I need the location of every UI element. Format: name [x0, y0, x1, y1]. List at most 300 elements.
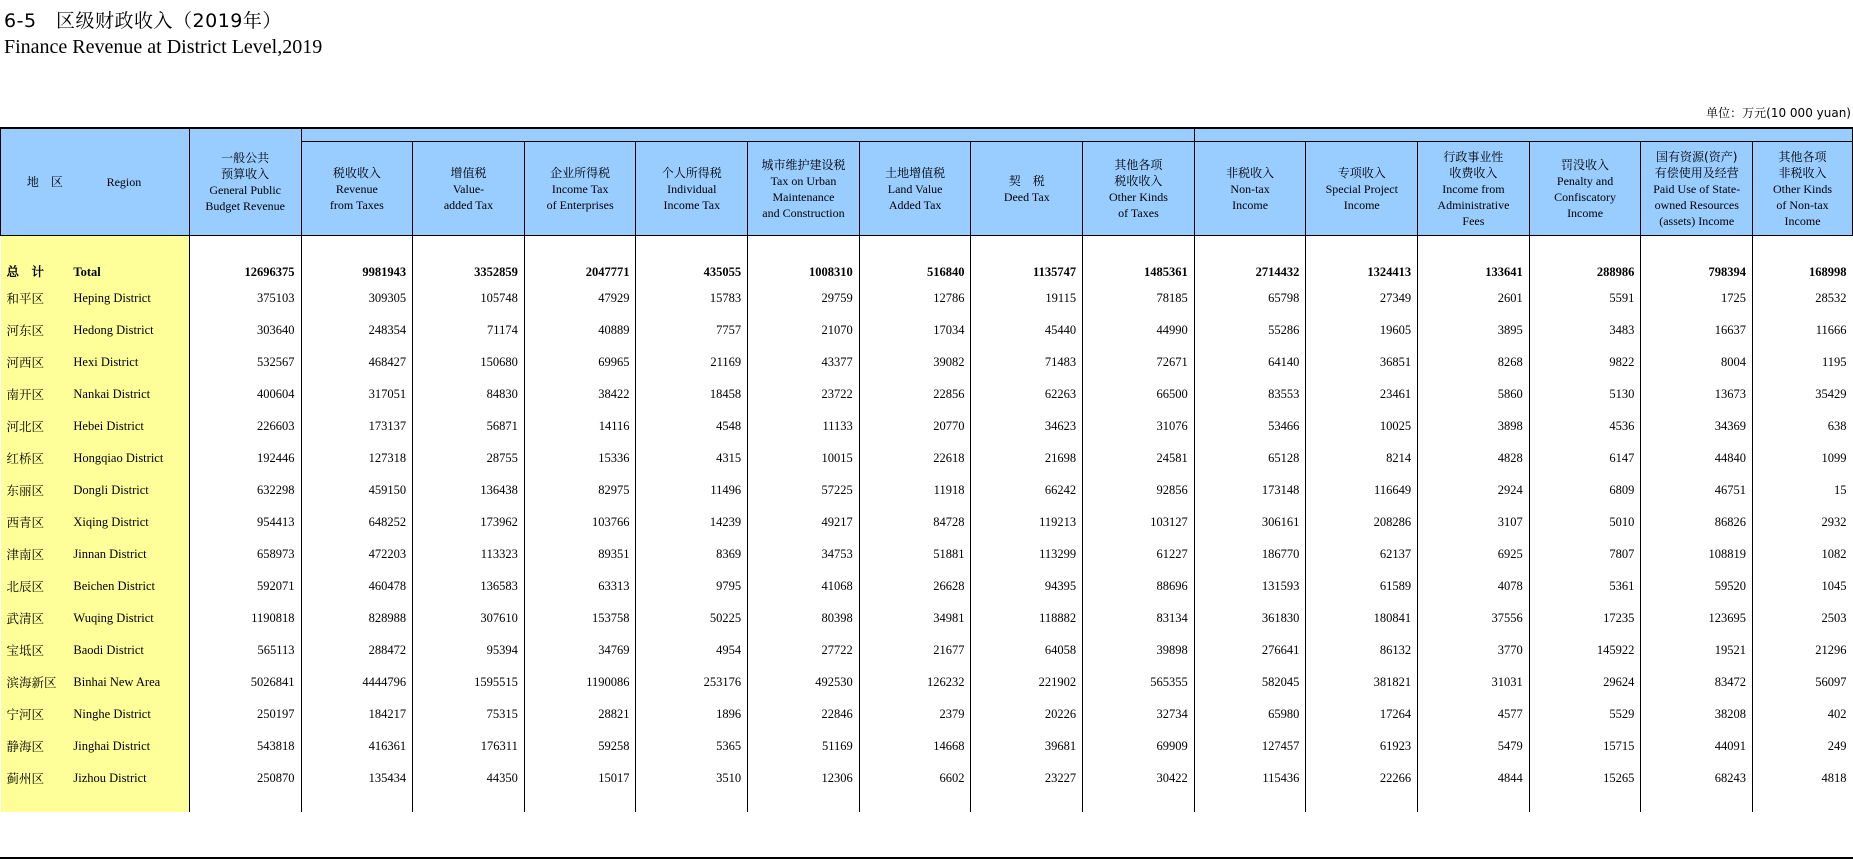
value-cell: 5365 — [636, 730, 748, 762]
value-cell: 460478 — [301, 570, 413, 602]
region-name-cn: 宁河区 — [1, 698, 70, 730]
value-cell: 5479 — [1418, 730, 1530, 762]
col-header-5 — [748, 142, 860, 236]
value-cell: 75315 — [413, 698, 525, 730]
value-cell: 8268 — [1418, 346, 1530, 378]
value-cell: 131593 — [1194, 570, 1306, 602]
value-cell: 65798 — [1194, 282, 1306, 314]
table-spacer-row — [1, 794, 1853, 812]
value-cell: 250197 — [189, 698, 301, 730]
value-cell: 84728 — [859, 506, 971, 538]
value-cell: 12306 — [748, 762, 860, 794]
value-cell: 1190086 — [524, 666, 636, 698]
total-row — [1, 236, 1853, 283]
region-name-cn: 蓟州区 — [1, 762, 70, 794]
value-cell: 11496 — [636, 474, 748, 506]
table-row — [1, 282, 1853, 314]
value-cell: 41068 — [748, 570, 860, 602]
col-header-6 — [859, 142, 971, 236]
value-cell: 4844 — [1418, 762, 1530, 794]
value-cell: 20226 — [971, 698, 1083, 730]
value-cell: 4548 — [636, 410, 748, 442]
value-cell: 15 — [1834, 482, 1847, 497]
value-cell: 135434 — [301, 762, 413, 794]
value-cell: 6809 — [1529, 474, 1641, 506]
value-cell: 35429 — [1815, 386, 1847, 401]
value-cell: 3483 — [1529, 314, 1641, 346]
value-cell: 29759 — [748, 282, 860, 314]
value-cell: 23461 — [1306, 378, 1418, 410]
value-cell: 192446 — [189, 442, 301, 474]
value-cell: 2932 — [1821, 514, 1847, 529]
value-cell: 83134 — [1083, 602, 1195, 634]
table-row — [1, 602, 1853, 634]
col-header-14-en: Other Kinds of Non-tax Income — [1773, 181, 1833, 228]
table-row — [1, 698, 1853, 730]
region-name-cn: 和平区 — [1, 282, 70, 314]
value-cell: 21698 — [971, 442, 1083, 474]
value-cell: 46751 — [1641, 474, 1753, 506]
region-name-en: Jizhou District — [69, 762, 189, 794]
region-name-cn: 西青区 — [1, 506, 70, 538]
value-cell: 253176 — [636, 666, 748, 698]
value-cell: 127318 — [301, 442, 413, 474]
value-cell: 2379 — [859, 698, 971, 730]
value-cell: 44840 — [1641, 442, 1753, 474]
region-name-cn: 静海区 — [1, 730, 70, 762]
value-cell: 5130 — [1529, 378, 1641, 410]
region-header — [1, 128, 190, 236]
value-cell: 69909 — [1083, 730, 1195, 762]
col-header-10 — [1306, 142, 1418, 236]
value-cell: 249 — [1827, 738, 1847, 753]
value-cell: 4444796 — [301, 666, 413, 698]
region-name-en: Wuqing District — [69, 602, 189, 634]
value-cell: 4536 — [1529, 410, 1641, 442]
value-cell: 208286 — [1306, 506, 1418, 538]
value-cell: 648252 — [301, 506, 413, 538]
value-cell: 4577 — [1418, 698, 1530, 730]
region-name-en: Beichen District — [69, 570, 189, 602]
value-cell: 565113 — [189, 634, 301, 666]
value-cell: 15783 — [636, 282, 748, 314]
value-cell: 168998 — [1809, 265, 1847, 279]
region-name-en: Binhai New Area — [69, 666, 189, 698]
region-name-en: Ninghe District — [69, 698, 189, 730]
value-cell: 103766 — [524, 506, 636, 538]
value-cell: 22266 — [1306, 762, 1418, 794]
value-cell: 62263 — [971, 378, 1083, 410]
col-header-7 — [971, 142, 1083, 236]
col-header-14 — [1753, 142, 1853, 236]
value-cell: 59258 — [524, 730, 636, 762]
value-cell: 62137 — [1306, 538, 1418, 570]
value-cell: 5591 — [1529, 282, 1641, 314]
value-cell: 1008310 — [748, 236, 860, 283]
region-name-en: Hexi District — [69, 346, 189, 378]
value-cell: 1190818 — [189, 602, 301, 634]
value-cell: 472203 — [301, 538, 413, 570]
value-cell: 31031 — [1418, 666, 1530, 698]
value-cell: 468427 — [301, 346, 413, 378]
region-name-en: Dongli District — [69, 474, 189, 506]
value-cell: 492530 — [748, 666, 860, 698]
value-cell: 10015 — [748, 442, 860, 474]
value-cell: 459150 — [301, 474, 413, 506]
value-cell: 11133 — [748, 410, 860, 442]
value-cell: 309305 — [301, 282, 413, 314]
value-cell: 83553 — [1194, 378, 1306, 410]
value-cell: 123695 — [1641, 602, 1753, 634]
value-cell: 1082 — [1821, 546, 1847, 561]
col-header-14-cn: 其他各项 非税收入 — [1778, 149, 1827, 180]
value-cell: 61923 — [1306, 730, 1418, 762]
value-cell: 39898 — [1083, 634, 1195, 666]
region-name-cn: 红桥区 — [1, 442, 70, 474]
value-cell: 15715 — [1529, 730, 1641, 762]
value-cell: 11666 — [1815, 322, 1847, 337]
region-name-en: Jinghai District — [69, 730, 189, 762]
value-cell: 250870 — [189, 762, 301, 794]
col-header-11 — [1418, 142, 1530, 236]
value-cell: 36851 — [1306, 346, 1418, 378]
value-cell: 221902 — [971, 666, 1083, 698]
value-cell: 317051 — [301, 378, 413, 410]
value-cell: 19115 — [971, 282, 1083, 314]
col-header-2-en: Value- added Tax — [443, 181, 494, 212]
value-cell: 1135747 — [971, 236, 1083, 283]
value-cell: 66242 — [971, 474, 1083, 506]
value-cell: 22856 — [859, 378, 971, 410]
value-cell: 954413 — [189, 506, 301, 538]
value-cell: 64058 — [971, 634, 1083, 666]
value-cell: 288986 — [1529, 236, 1641, 283]
region-name-cn: 滨海新区 — [1, 666, 70, 698]
value-cell: 34769 — [524, 634, 636, 666]
value-cell: 55286 — [1194, 314, 1306, 346]
value-cell: 543818 — [189, 730, 301, 762]
col-header-13-en: Paid Use of State- owned Resources (assets) Income — [1653, 181, 1741, 228]
value-cell: 43377 — [748, 346, 860, 378]
col-header-7-en: Deed Tax — [1003, 189, 1050, 204]
value-cell: 276641 — [1194, 634, 1306, 666]
value-cell: 21677 — [859, 634, 971, 666]
value-cell: 84830 — [413, 378, 525, 410]
value-cell: 38422 — [524, 378, 636, 410]
region-name-en: Xiqing District — [69, 506, 189, 538]
value-cell: 113323 — [413, 538, 525, 570]
value-cell: 40889 — [524, 314, 636, 346]
region-name-cn: 东丽区 — [1, 474, 70, 506]
value-cell: 92856 — [1083, 474, 1195, 506]
value-cell: 56871 — [413, 410, 525, 442]
value-cell: 4078 — [1418, 570, 1530, 602]
col-header-11-en: Income from Administrative Fees — [1437, 181, 1510, 228]
value-cell: 34623 — [971, 410, 1083, 442]
region-name-en: Hongqiao District — [69, 442, 189, 474]
table-row — [1, 538, 1853, 570]
table-row — [1, 506, 1853, 538]
value-cell: 126232 — [859, 666, 971, 698]
region-name-cn: 河北区 — [1, 410, 70, 442]
region-name-cn: 北辰区 — [1, 570, 70, 602]
value-cell: 57225 — [748, 474, 860, 506]
value-cell: 150680 — [413, 346, 525, 378]
value-cell: 2503 — [1821, 610, 1847, 625]
value-cell: 2601 — [1418, 282, 1530, 314]
value-cell: 56097 — [1815, 674, 1847, 689]
value-cell: 17235 — [1529, 602, 1641, 634]
value-cell: 27722 — [748, 634, 860, 666]
value-cell: 7757 — [636, 314, 748, 346]
tax-group-header — [301, 128, 1194, 142]
value-cell: 31076 — [1083, 410, 1195, 442]
table-row — [1, 474, 1853, 506]
value-cell: 5860 — [1418, 378, 1530, 410]
region-name-cn: 南开区 — [1, 378, 70, 410]
value-cell: 1324413 — [1306, 236, 1418, 283]
value-cell: 6602 — [859, 762, 971, 794]
region-name-en: Total — [69, 236, 189, 283]
value-cell: 17034 — [859, 314, 971, 346]
value-cell: 32734 — [1083, 698, 1195, 730]
value-cell: 798394 — [1641, 236, 1753, 283]
table-row — [1, 410, 1853, 442]
value-cell: 14668 — [859, 730, 971, 762]
region-name-cn: 宝坻区 — [1, 634, 70, 666]
value-cell: 133641 — [1418, 236, 1530, 283]
value-cell: 14116 — [524, 410, 636, 442]
col-header-4-en: Individual Income Tax — [663, 181, 721, 212]
value-cell: 3770 — [1418, 634, 1530, 666]
value-cell: 10025 — [1306, 410, 1418, 442]
table-row — [1, 346, 1853, 378]
value-cell: 59520 — [1641, 570, 1753, 602]
value-cell: 21296 — [1815, 642, 1847, 657]
value-cell: 53466 — [1194, 410, 1306, 442]
value-cell: 16637 — [1641, 314, 1753, 346]
value-cell: 27349 — [1306, 282, 1418, 314]
value-cell: 632298 — [189, 474, 301, 506]
col-header-9 — [1194, 142, 1306, 236]
value-cell: 226603 — [189, 410, 301, 442]
value-cell: 1485361 — [1083, 236, 1195, 283]
value-cell: 34753 — [748, 538, 860, 570]
value-cell: 19521 — [1641, 634, 1753, 666]
value-cell: 38208 — [1641, 698, 1753, 730]
col-header-5-cn: 城市维护建设税 — [761, 157, 846, 172]
value-cell: 113299 — [971, 538, 1083, 570]
value-cell: 115436 — [1194, 762, 1306, 794]
col-header-12-en: Penalty and Confiscatory Income — [1554, 173, 1617, 220]
value-cell: 94395 — [971, 570, 1083, 602]
value-cell: 88696 — [1083, 570, 1195, 602]
value-cell: 11918 — [859, 474, 971, 506]
value-cell: 303640 — [189, 314, 301, 346]
value-cell: 83472 — [1641, 666, 1753, 698]
value-cell: 2714432 — [1194, 236, 1306, 283]
value-cell: 116649 — [1306, 474, 1418, 506]
value-cell: 1045 — [1821, 578, 1847, 593]
value-cell: 400604 — [189, 378, 301, 410]
col-header-1 — [301, 142, 413, 236]
value-cell: 95394 — [413, 634, 525, 666]
value-cell: 86826 — [1641, 506, 1753, 538]
value-cell: 29624 — [1529, 666, 1641, 698]
value-cell: 78185 — [1083, 282, 1195, 314]
value-cell: 5010 — [1529, 506, 1641, 538]
value-cell: 86132 — [1306, 634, 1418, 666]
col-header-2-cn: 增值税 — [450, 165, 487, 180]
col-header-7-cn: 契 税 — [1008, 173, 1045, 188]
value-cell: 186770 — [1194, 538, 1306, 570]
value-cell: 153758 — [524, 602, 636, 634]
col-header-8 — [1083, 142, 1195, 236]
value-cell: 68243 — [1641, 762, 1753, 794]
value-cell: 26628 — [859, 570, 971, 602]
value-cell: 47929 — [524, 282, 636, 314]
table-row — [1, 666, 1853, 698]
value-cell: 145922 — [1529, 634, 1641, 666]
value-cell: 30422 — [1083, 762, 1195, 794]
value-cell: 4818 — [1821, 770, 1847, 785]
region-name-en: Hedong District — [69, 314, 189, 346]
value-cell: 61589 — [1306, 570, 1418, 602]
value-cell: 3898 — [1418, 410, 1530, 442]
value-cell: 381821 — [1306, 666, 1418, 698]
value-cell: 1099 — [1821, 450, 1847, 465]
value-cell: 51169 — [748, 730, 860, 762]
col-header-4-cn: 个人所得税 — [661, 165, 722, 180]
col-header-2 — [413, 142, 525, 236]
value-cell: 1725 — [1641, 282, 1753, 314]
value-cell: 23722 — [748, 378, 860, 410]
value-cell: 15265 — [1529, 762, 1641, 794]
unit-label: 单位：万元(10 000 yuan) — [1706, 106, 1851, 120]
col-header-3-en: Income Tax of Enterprises — [546, 181, 614, 212]
col-header-10-cn: 专项收入 — [1337, 165, 1386, 180]
value-cell: 5361 — [1529, 570, 1641, 602]
value-cell: 15336 — [524, 442, 636, 474]
value-cell: 44990 — [1083, 314, 1195, 346]
value-cell: 18458 — [636, 378, 748, 410]
col-general-budget-en: General Public Budget Revenue — [205, 183, 286, 213]
value-cell: 64140 — [1194, 346, 1306, 378]
value-cell: 375103 — [189, 282, 301, 314]
value-cell: 402 — [1827, 706, 1847, 721]
value-cell: 6147 — [1529, 442, 1641, 474]
value-cell: 592071 — [189, 570, 301, 602]
value-cell: 565355 — [1083, 666, 1195, 698]
value-cell: 1595515 — [413, 666, 525, 698]
region-name-en: Nankai District — [69, 378, 189, 410]
revenue-table — [0, 127, 1853, 812]
value-cell: 173962 — [413, 506, 525, 538]
region-header-en: Region — [106, 175, 142, 189]
value-cell: 28821 — [524, 698, 636, 730]
value-cell: 82975 — [524, 474, 636, 506]
value-cell: 248354 — [301, 314, 413, 346]
value-cell: 49217 — [748, 506, 860, 538]
table-row — [1, 762, 1853, 794]
value-cell: 45440 — [971, 314, 1083, 346]
table-row — [1, 730, 1853, 762]
value-cell: 127457 — [1194, 730, 1306, 762]
col-header-10-en: Special Project Income — [1325, 181, 1398, 212]
region-name-en: Heping District — [69, 282, 189, 314]
region-name-en: Hebei District — [69, 410, 189, 442]
value-cell: 15017 — [524, 762, 636, 794]
value-cell: 103127 — [1083, 506, 1195, 538]
value-cell: 34981 — [859, 602, 971, 634]
col-header-12 — [1529, 142, 1641, 236]
col-header-6-en: Land Value Added Tax — [887, 181, 943, 212]
value-cell: 173148 — [1194, 474, 1306, 506]
region-name-en: Baodi District — [69, 634, 189, 666]
region-name-cn: 河东区 — [1, 314, 70, 346]
value-cell: 37556 — [1418, 602, 1530, 634]
value-cell: 9822 — [1529, 346, 1641, 378]
value-cell: 24581 — [1083, 442, 1195, 474]
value-cell: 1195 — [1821, 354, 1847, 369]
value-cell: 3352859 — [413, 236, 525, 283]
col-header-12-cn: 罚没收入 — [1561, 157, 1610, 172]
value-cell: 65980 — [1194, 698, 1306, 730]
value-cell: 71174 — [413, 314, 525, 346]
value-cell: 21169 — [636, 346, 748, 378]
value-cell: 69965 — [524, 346, 636, 378]
value-cell: 361830 — [1194, 602, 1306, 634]
value-cell: 638 — [1827, 418, 1847, 433]
value-cell: 435055 — [636, 236, 748, 283]
nontax-group-header — [1194, 128, 1852, 142]
region-header-cn: 地 区 — [26, 175, 63, 189]
value-cell: 80398 — [748, 602, 860, 634]
value-cell: 173137 — [301, 410, 413, 442]
value-cell: 72671 — [1083, 346, 1195, 378]
value-cell: 22846 — [748, 698, 860, 730]
region-name-en: Jinnan District — [69, 538, 189, 570]
table-row — [1, 378, 1853, 410]
value-cell: 39681 — [971, 730, 1083, 762]
value-cell: 44350 — [413, 762, 525, 794]
value-cell: 50225 — [636, 602, 748, 634]
value-cell: 8214 — [1306, 442, 1418, 474]
value-cell: 288472 — [301, 634, 413, 666]
value-cell: 20770 — [859, 410, 971, 442]
value-cell: 180841 — [1306, 602, 1418, 634]
value-cell: 3510 — [636, 762, 748, 794]
value-cell: 71483 — [971, 346, 1083, 378]
value-cell: 9981943 — [301, 236, 413, 283]
col-header-13 — [1641, 142, 1753, 236]
value-cell: 532567 — [189, 346, 301, 378]
value-cell: 5529 — [1529, 698, 1641, 730]
region-name-cn: 津南区 — [1, 538, 70, 570]
col-header-5-en: Tax on Urban Maintenance and Construction — [762, 173, 845, 220]
value-cell: 306161 — [1194, 506, 1306, 538]
value-cell: 307610 — [413, 602, 525, 634]
value-cell: 582045 — [1194, 666, 1306, 698]
page-title-cn: 6-5 区级财政收入（2019年） — [4, 10, 282, 32]
value-cell: 21070 — [748, 314, 860, 346]
col-header-8-en: Other Kinds of Taxes — [1108, 189, 1168, 220]
value-cell: 14239 — [636, 506, 748, 538]
value-cell: 22618 — [859, 442, 971, 474]
value-cell: 2047771 — [524, 236, 636, 283]
value-cell: 828988 — [301, 602, 413, 634]
page-title-en: Finance Revenue at District Level,2019 — [4, 36, 323, 58]
